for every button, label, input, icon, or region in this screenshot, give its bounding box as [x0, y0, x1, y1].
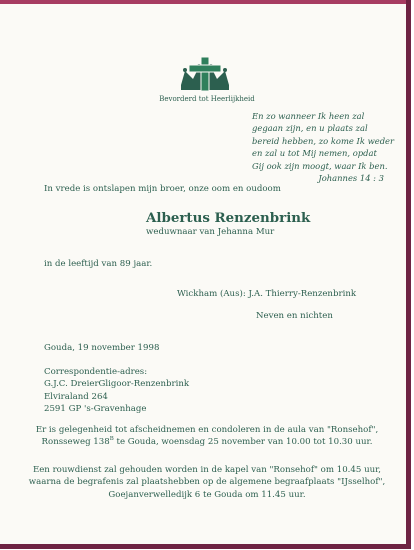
verse-line: bereid hebben, zo kome Ik weder: [252, 135, 395, 146]
intro-text: In vrede is ontslapen mijn broer, onze oom en oudoom: [44, 184, 281, 194]
bible-verse: [252, 110, 395, 184]
condolence-paragraph: [20, 424, 394, 449]
crown-cross-icon: [177, 55, 233, 93]
address-part: Ronsseweg 138: [41, 437, 110, 448]
correspondence-address: [44, 366, 189, 416]
verse-line: Gij ook zijn moogt, waar Ik ben.: [252, 160, 388, 171]
relatives-line: Neven en nichten: [256, 311, 333, 321]
verse-line: gegaan zijn, en u plaats zal: [252, 123, 368, 134]
address-suffix: B: [109, 436, 114, 443]
paragraph-line: Goejanverwelledijk 6 te Gouda om 11.45 uur.: [108, 489, 306, 500]
paragraph-line: Er is gelegenheid tot afscheidnemen en condoleren in de aula van "Ronsehof",: [35, 425, 379, 435]
paragraph-line: [20, 436, 394, 448]
relatives-line: Wickham (Aus): J.A. Thierry-Renzenbrink: [177, 289, 357, 299]
paragraph-line: waarna de begrafenis zal plaatshebben op de algemene begraafplaats "IJsselhof",: [28, 477, 386, 488]
service-paragraph: [20, 464, 394, 501]
date-place: Gouda, 19 november 1998: [44, 343, 160, 353]
deceased-name: Albertus Renzenbrink: [146, 210, 311, 226]
emblem-caption: Bevorderd tot Heerlijkheid: [159, 95, 255, 103]
verse-line: En zo wanneer Ik heen zal: [252, 111, 365, 121]
address-street: Elviraland 264: [44, 391, 108, 402]
address-name: G.J.C. DreierGligoor-Renzenbrink: [44, 379, 190, 390]
paragraph-line-rest: te Gouda, woensdag 25 november van 10.00 tot 10.30 uur.: [113, 437, 373, 448]
deceased-subtitle: weduwnaar van Jehanna Mur: [146, 227, 275, 237]
address-postal-city: 2591 GP 's-Gravenhage: [44, 404, 147, 415]
verse-line: en zal u tot Mij nemen, opdat: [252, 148, 377, 159]
top-border: [0, 0, 406, 4]
age-text: in de leeftijd van 89 jaar.: [44, 259, 153, 269]
address-label: Correspondentie-adres:: [44, 367, 148, 377]
verse-reference: Johannes 14 : 3: [318, 173, 384, 184]
paragraph-line: Een rouwdienst zal gehouden worden in de kapel van "Ronsehof" om 10.45 uur,: [32, 465, 382, 475]
